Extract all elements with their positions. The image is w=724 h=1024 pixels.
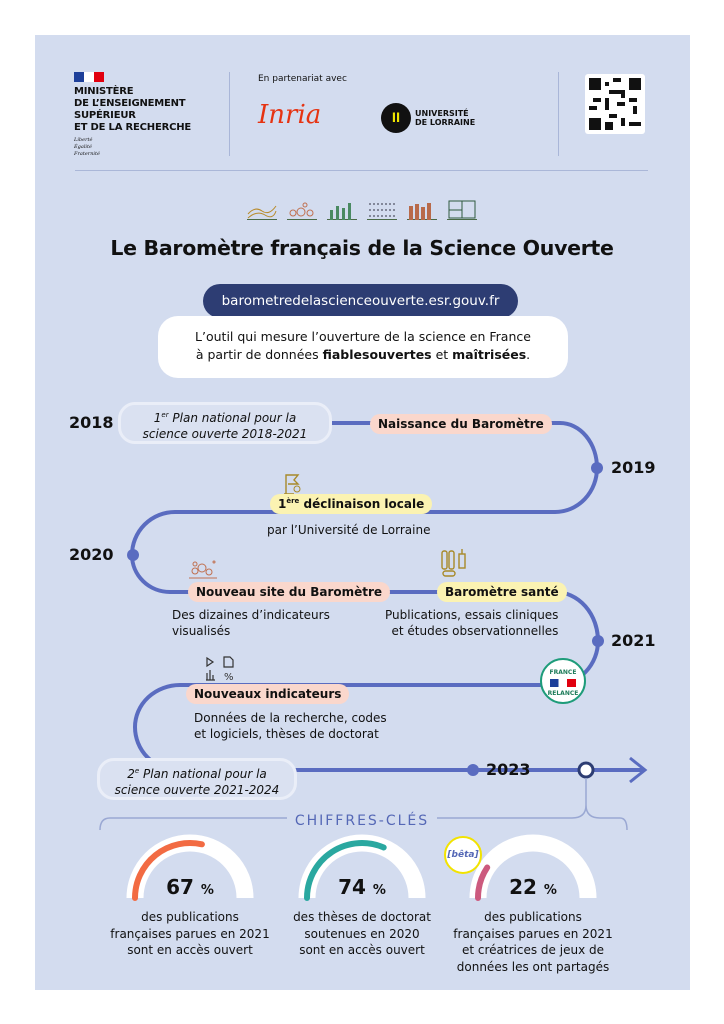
france-relance-logo: FRANCE RELANCE bbox=[540, 658, 586, 704]
event-nouveaux-indicateurs: Nouveaux indicateurs bbox=[186, 684, 349, 704]
plan-2-event: 2e Plan national pour la science ouverte 2021-2024 bbox=[97, 758, 297, 800]
year-label: 2018 bbox=[69, 413, 114, 432]
motto-line: Égalité bbox=[74, 144, 92, 150]
ministry-line: MINISTÈRE bbox=[74, 86, 134, 97]
event-locale: 1ère déclinaison locale bbox=[270, 494, 432, 514]
ministry-line: ET DE LA RECHERCHE bbox=[74, 122, 192, 133]
beta-badge: [bêta] bbox=[444, 836, 482, 874]
event-description: Données de la recherche, codes et logiciels, thèses de doctorat bbox=[194, 711, 387, 741]
event-description: par l’Université de Lorraine bbox=[267, 523, 431, 537]
year-label: 2023 bbox=[486, 760, 531, 779]
key-figure-description: des publications françaises parues en 2021 et créatrices de jeux de données les ont partagés bbox=[453, 910, 613, 974]
year-label: 2020 bbox=[69, 545, 114, 564]
key-figure-description: des publications françaises parues en 2021 sont en accès ouvert bbox=[110, 910, 270, 957]
event-description: Publications, essais cliniques et études observationnelles bbox=[385, 608, 559, 638]
event-description: Des dizaines d’indicateurs visualisés bbox=[172, 608, 330, 638]
ministry-line: DE L’ENSEIGNEMENT bbox=[74, 98, 186, 109]
tagline: L’outil qui mesure l’ouverture de la science en France à partir de données fiablesouvertes et maîtrisées. bbox=[158, 316, 568, 378]
key-figure-description: des thèses de doctorat soutenues en 2020 sont en accès ouvert bbox=[293, 910, 431, 957]
key-figure-value: 67 % bbox=[166, 875, 214, 899]
svg-text:%: % bbox=[224, 672, 234, 682]
year-label: 2021 bbox=[611, 631, 656, 650]
event-nouveau-site: Nouveau site du Baromètre bbox=[188, 582, 390, 602]
website-link[interactable]: barometredelascienceouverte.esr.gouv.fr bbox=[203, 284, 518, 318]
partnership-label: En partenariat avec bbox=[258, 74, 347, 84]
lorraine-logo: ll UNIVERSITÉ DE LORRAINE bbox=[381, 103, 475, 133]
key-figures-title: CHIFFRES-CLÉS bbox=[0, 813, 724, 829]
inria-logo: Inria bbox=[258, 100, 322, 130]
key-figure-value: 22 % bbox=[509, 875, 557, 899]
plan-1-event: 1er Plan national pour la science ouverte 2018-2021 bbox=[118, 402, 332, 444]
event-barometre-sante: Baromètre santé bbox=[437, 582, 567, 602]
motto-line: Liberté bbox=[74, 137, 93, 143]
page-title: Le Baromètre français de la Science Ouverte bbox=[110, 236, 614, 260]
year-label: 2019 bbox=[611, 458, 656, 477]
ministry-line: SUPÉRIEUR bbox=[74, 110, 136, 121]
motto-line: Fraternité bbox=[74, 151, 100, 157]
event-naissance: Naissance du Baromètre bbox=[370, 414, 552, 434]
key-figure-value: 74 % bbox=[338, 875, 386, 899]
